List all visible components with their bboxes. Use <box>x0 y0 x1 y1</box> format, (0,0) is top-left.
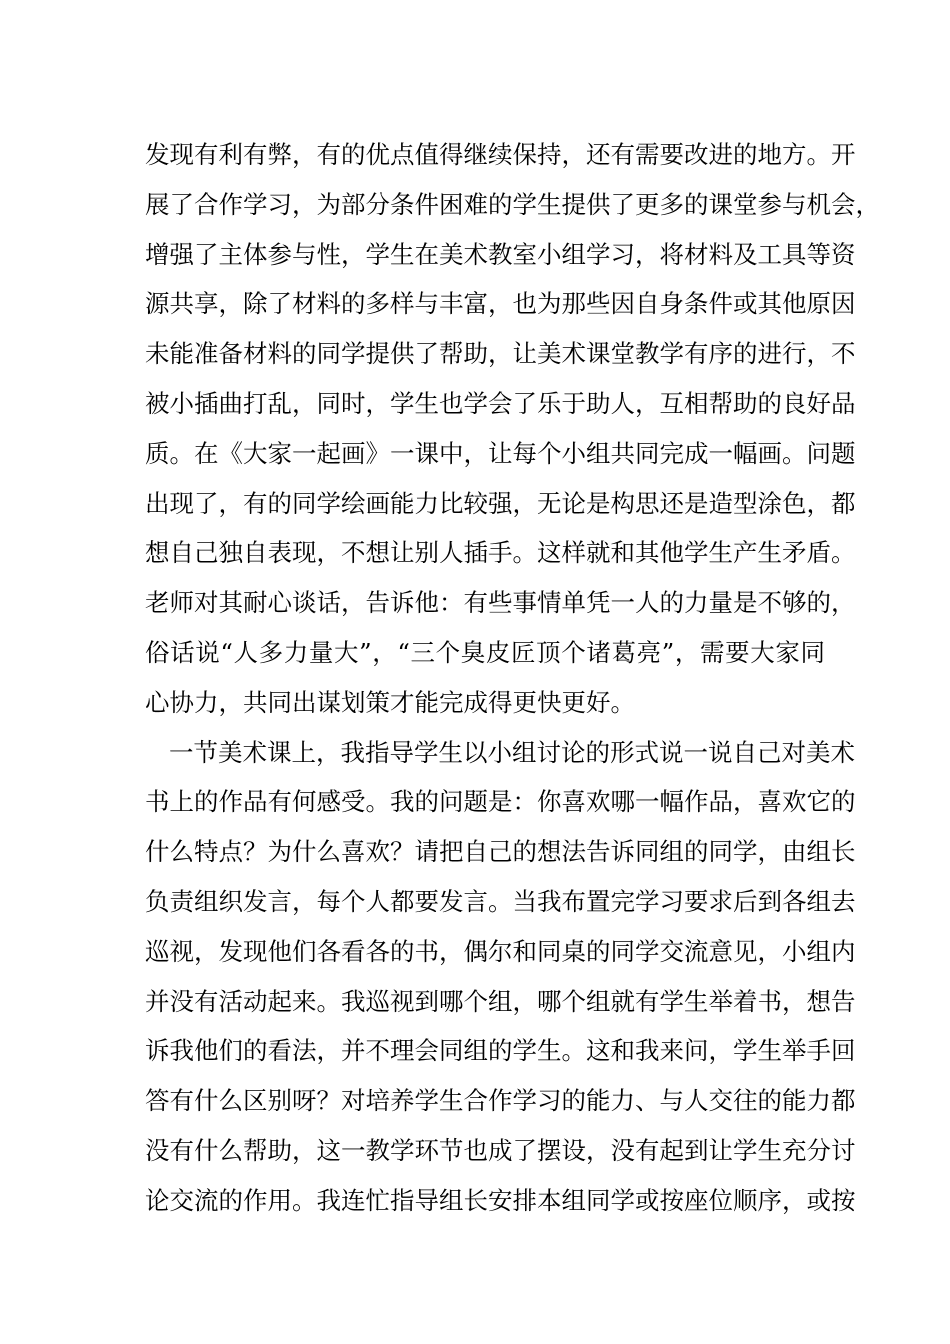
text-line: 源共享，除了材料的多样与丰富，也为那些因自身条件或其他原因 <box>145 289 856 319</box>
text-line: 老师对其耐心谈话，告诉他：有些事情单凭一人的力量是不够的， <box>145 588 856 618</box>
text-line: 诉我他们的看法，并不理会同组的学生。这和我来问，学生举手回 <box>145 1036 856 1066</box>
text-line: 出现了，有的同学绘画能力比较强，无论是构思还是造型涂色，都 <box>145 488 856 518</box>
text-line: 并没有活动起来。我巡视到哪个组，哪个组就有学生举着书，想告 <box>145 986 856 1016</box>
paragraph-2 <box>145 728 856 1226</box>
text-line: 质。在《大家一起画》一课中，让每个小组共同完成一幅画。问题 <box>145 438 856 468</box>
text-line: 发现有利有弊，有的优点值得继续保持，还有需要改进的地方。开 <box>145 140 856 169</box>
text-line: 俗话说“人多力量大”，“三个臭皮匠顶个诸葛亮”，需要大家同 <box>145 637 825 667</box>
text-line: 被小插曲打乱，同时，学生也学会了乐于助人，互相帮助的良好品 <box>145 388 856 418</box>
text-line: 巡视，发现他们各看各的书，偶尔和同桌的同学交流意见，小组内 <box>145 936 856 966</box>
text-line: 展了合作学习，为部分条件困难的学生提供了更多的课堂参与机会， <box>145 189 880 219</box>
text-line: 未能准备材料的同学提供了帮助，让美术课堂教学有序的进行，不 <box>145 339 856 369</box>
text-line: 增强了主体参与性，学生在美术教室小组学习，将材料及工具等资 <box>145 239 856 269</box>
text-line: 没有什么帮助，这一教学环节也成了摆设，没有起到让学生充分讨 <box>145 1135 856 1165</box>
text-line: 论交流的作用。我连忙指导组长安排本组同学或按座位顺序，或按 <box>145 1185 856 1215</box>
text-line: 一节美术课上，我指导学生以小组讨论的形式说一说自己对美术 <box>169 737 855 767</box>
text-line: 答有什么区别呀？对培养学生合作学习的能力、与人交往的能力都 <box>145 1086 856 1116</box>
text-line: 负责组织发言，每个人都要发言。当我布置完学习要求后到各组去 <box>145 886 856 916</box>
text-line: 心协力，共同出谋划策才能完成得更快更好。 <box>145 687 635 717</box>
paragraph-1 <box>145 130 880 728</box>
text-line: 什么特点？为什么喜欢？请把自己的想法告诉同组的同学，由组长 <box>145 837 856 867</box>
body-text <box>145 130 880 1226</box>
text-line: 想自己独自表现，不想让别人插手。这样就和其他学生产生矛盾。 <box>145 538 856 568</box>
text-line: 书上的作品有何感受。我的问题是：你喜欢哪一幅作品，喜欢它的 <box>145 787 856 817</box>
